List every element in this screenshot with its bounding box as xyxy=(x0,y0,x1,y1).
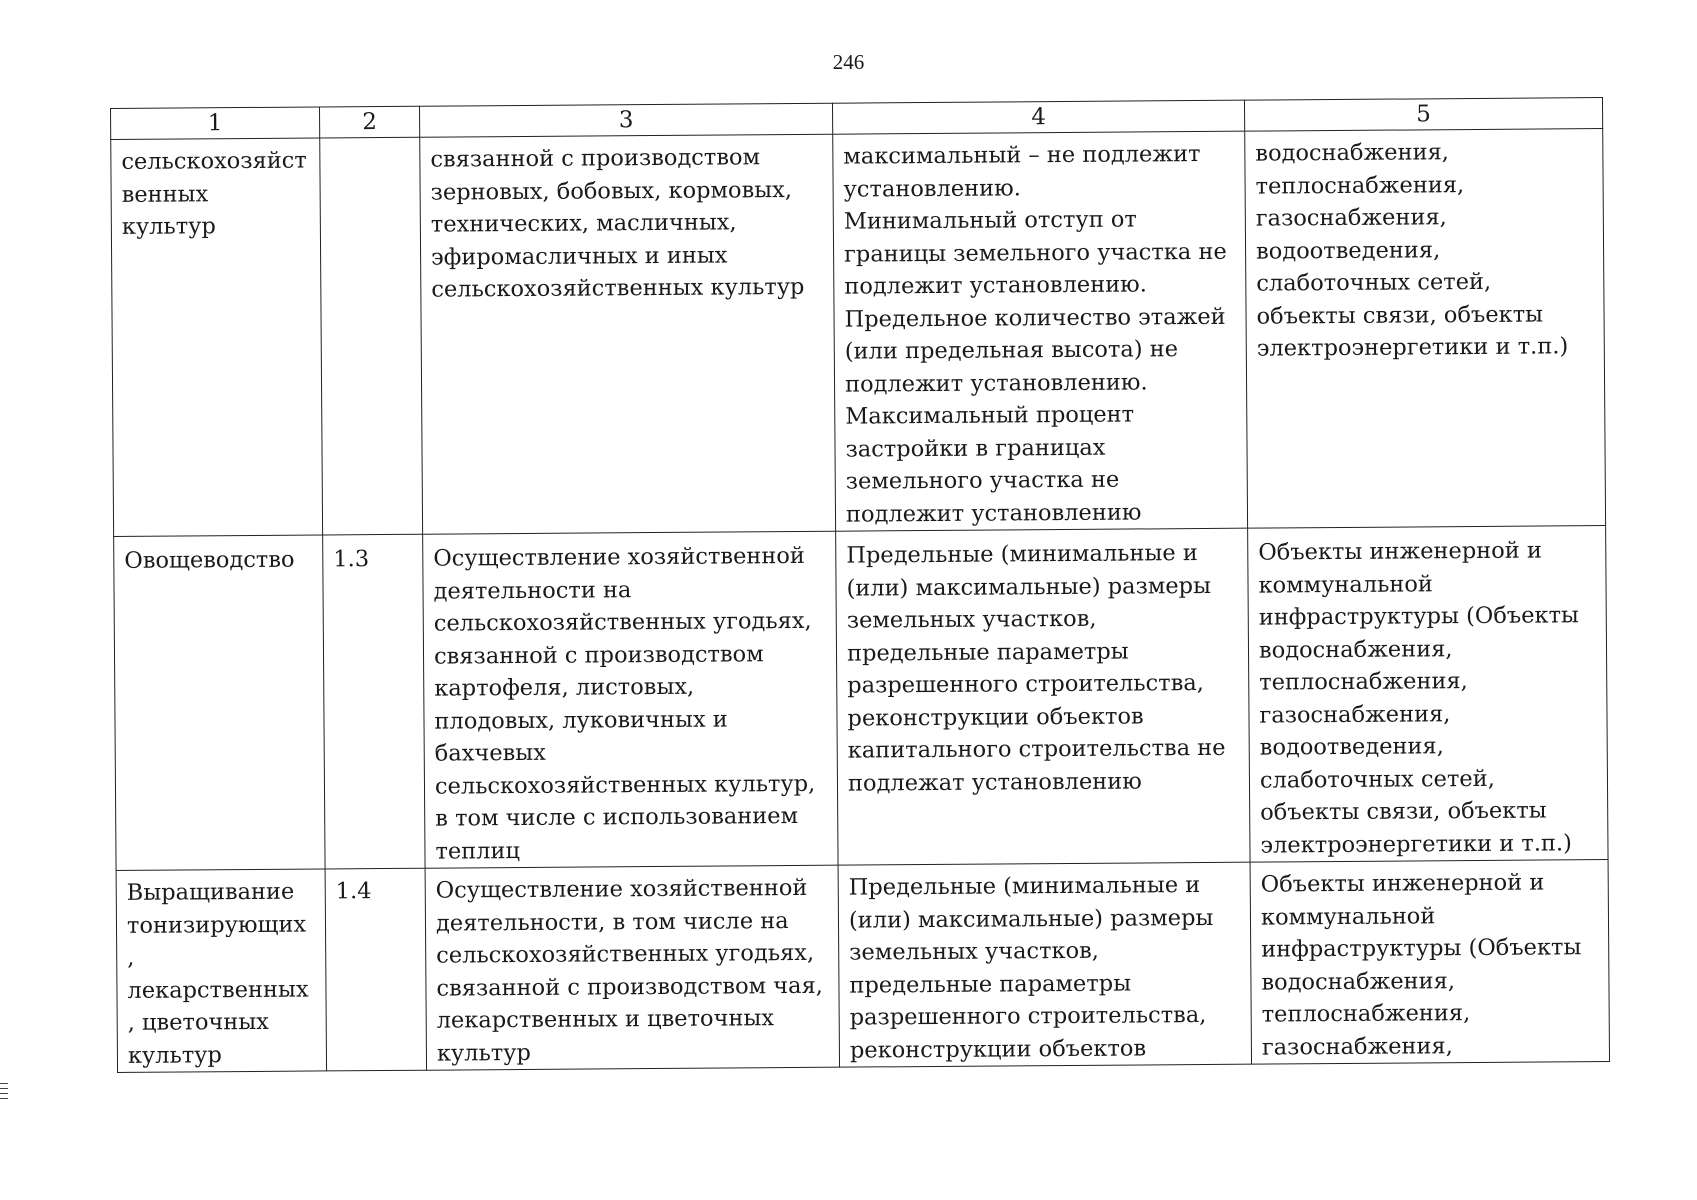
cell-text: 1.4 xyxy=(335,878,372,905)
cell-description xyxy=(425,865,839,1070)
cell-code xyxy=(323,534,425,869)
cell-text xyxy=(330,144,409,145)
cell-text: Объекты инженерной и коммунальной инфраструктуры (Объекты водоснабжения, теплоснабжения, газоснабжения, xyxy=(1260,869,1582,1061)
cell-text: водоснабжения, теплоснабжения, газоснабжения, водоотведения, слаботочных сетей, объекты связи, объекты электроэнергетики и т.п.) xyxy=(1255,139,1569,362)
cell-text: Осуществление хозяйственной деятельности на сельскохозяйственных угодьях, связанной с производством картофеля, листовых, плодовых, луковичных и бахчевых сельскохозяйственных культур, в том числе с использованием теплиц xyxy=(433,542,816,865)
cell-parameters xyxy=(838,862,1251,1067)
table-row xyxy=(116,860,1609,1073)
column-header-5: 5 xyxy=(1244,98,1602,132)
cell-text: Овощеводство xyxy=(124,546,295,574)
cell-description xyxy=(420,134,836,534)
column-header-4: 4 xyxy=(832,100,1244,134)
cell-code xyxy=(320,137,423,535)
cell-objects xyxy=(1250,860,1609,1065)
cell-code xyxy=(325,868,426,1071)
cell-text: Предельные (минимальные и (или) максимальные) размеры земельных участков, предельные параметры разрешенного строительства, реконструкции объектов капитального строительства не подлежат установлению xyxy=(846,540,1226,797)
cell-text: сельскохозяйст венных культур xyxy=(121,147,307,240)
cell-parameters xyxy=(836,528,1250,865)
cell-use-name xyxy=(111,138,323,537)
column-header-3: 3 xyxy=(419,103,832,137)
margin-scan-mark xyxy=(0,1083,8,1103)
cell-text: Выращивание тонизирующих , лекарственных , цветочных культур xyxy=(126,878,309,1069)
cell-description xyxy=(423,531,838,868)
table-row xyxy=(111,129,1606,537)
cell-parameters xyxy=(833,131,1248,531)
cell-use-name xyxy=(114,535,325,871)
cell-text: максимальный – не подлежит установлению. Минимальный отступ от границы земельного участка не подлежит установлению. Предельное количество этажей (или предельная высота) не подлежит установлению. Максимальный процент застройки в границах земельного участка не подлежит установлению xyxy=(843,141,1227,528)
column-header-1: 1 xyxy=(111,107,320,140)
table-row xyxy=(114,526,1608,871)
cell-objects xyxy=(1248,526,1608,863)
cell-text: Осуществление хозяйственной деятельности, в том числе на сельскохозяйственных угодьях, связанной с производством чая, лекарственных и цветочных культур xyxy=(435,874,823,1067)
cell-objects xyxy=(1245,129,1606,529)
cell-text: Объекты инженерной и коммунальной инфраструктуры (Объекты водоснабжения, теплоснабжения, газоснабжения, водоотведения, слаботочных сетей, объекты связи, объекты электроэнергетики и т.п.) xyxy=(1258,537,1580,859)
column-header-2: 2 xyxy=(319,106,419,138)
cell-text: связанной с производством зерновых, бобовых, кормовых, технических, масличных, эфиромасличных и иных сельскохозяйственных культур xyxy=(430,144,805,303)
cell-text: 1.3 xyxy=(333,546,370,573)
cell-use-name xyxy=(116,869,326,1073)
page-number: 246 xyxy=(832,50,865,74)
cell-text: Предельные (минимальные и (или) максимальные) размеры земельных участков, предельные параметры разрешенного строительства, реконструкции объектов xyxy=(848,872,1214,1064)
land-use-table xyxy=(110,97,1610,1073)
